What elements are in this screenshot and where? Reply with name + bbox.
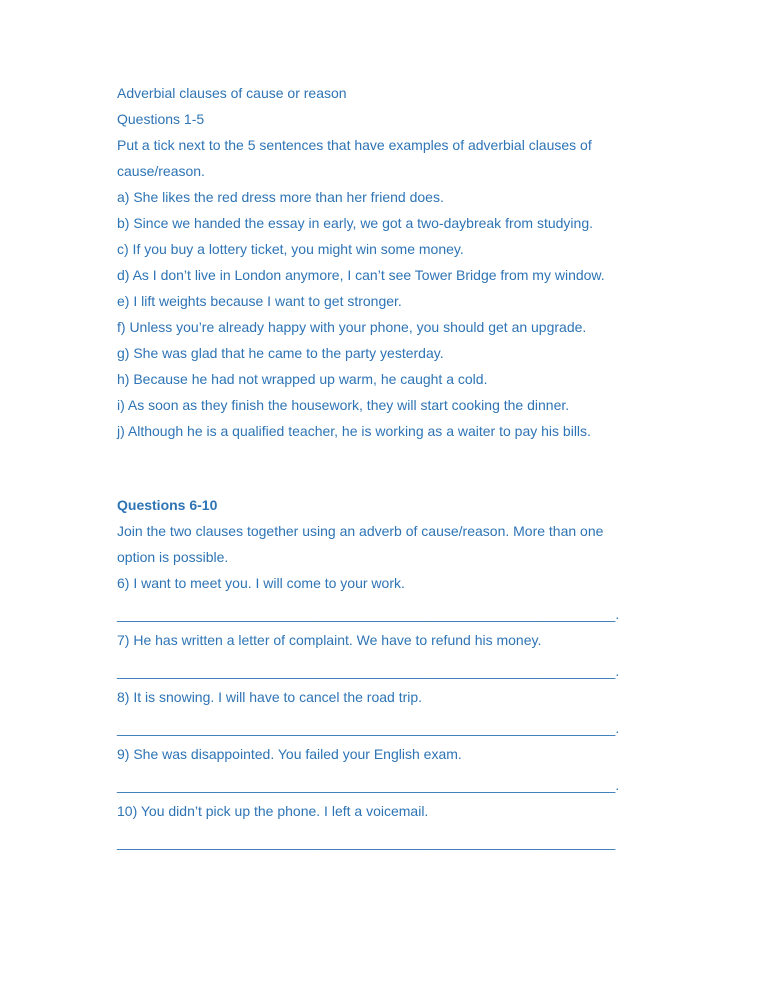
question-8-answer-blank: ________________________________________________________________. — [117, 720, 620, 736]
section2-instructions: Join the two clauses together using an adverb of cause/reason. More than one option is possible. — [117, 523, 604, 565]
section1-instructions: Put a tick next to the 5 sentences that have examples of adverbial clauses of cause/reason. — [117, 137, 592, 179]
worksheet-content — [117, 80, 627, 855]
question-7 — [117, 627, 627, 684]
question-9 — [117, 741, 627, 798]
sentence-item-f: f) Unless you’re already happy with your phone, you should get an upgrade. — [117, 319, 587, 335]
question-6 — [117, 570, 627, 627]
question-9-answer-blank: ________________________________________________________________. — [117, 777, 620, 793]
question-9-prompt: 9) She was disappointed. You failed your English exam. — [117, 746, 462, 762]
sentence-item-a: a) She likes the red dress more than her friend does. — [117, 189, 444, 205]
question-6-prompt: 6) I want to meet you. I will come to your work. — [117, 575, 405, 591]
question-10-prompt: 10) You didn’t pick up the phone. I left a voicemail. — [117, 803, 429, 819]
section2-heading: Questions 6-10 — [117, 497, 218, 513]
question-8-prompt: 8) It is snowing. I will have to cancel the road trip. — [117, 689, 423, 705]
question-8 — [117, 684, 627, 741]
question-10-answer-blank: ________________________________________________________________ — [117, 834, 616, 850]
section1-heading: Questions 1-5 — [117, 111, 205, 127]
sentence-item-c: c) If you buy a lottery ticket, you might win some money. — [117, 241, 464, 257]
question-7-answer-blank: ________________________________________________________________. — [117, 663, 620, 679]
sentence-item-j: j) Although he is a qualified teacher, he is working as a waiter to pay his bills. — [117, 423, 591, 439]
question-10 — [117, 798, 627, 855]
sentence-item-i: i) As soon as they finish the housework, they will start cooking the dinner. — [117, 397, 570, 413]
sentence-item-b: b) Since we handed the essay in early, we got a two-daybreak from studying. — [117, 215, 593, 231]
sentence-item-h: h) Because he had not wrapped up warm, he caught a cold. — [117, 371, 488, 387]
document-title: Adverbial clauses of cause or reason — [117, 85, 347, 101]
sentence-item-d: d) As I don’t live in London anymore, I can’t see Tower Bridge from my window. — [117, 267, 605, 283]
sentence-item-e: e) I lift weights because I want to get stronger. — [117, 293, 402, 309]
sentence-item-g: g) She was glad that he came to the party yesterday. — [117, 345, 444, 361]
question-7-prompt: 7) He has written a letter of complaint. We have to refund his money. — [117, 632, 542, 648]
question-6-answer-blank: ________________________________________________________________. — [117, 606, 620, 622]
